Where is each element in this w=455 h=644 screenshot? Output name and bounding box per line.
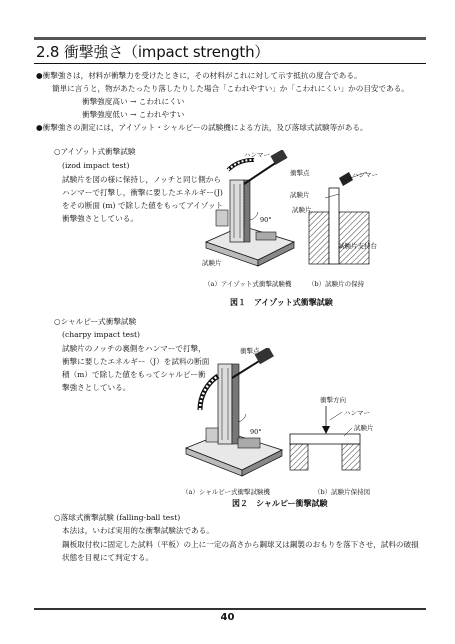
izod-body-1: 試験片を図の様に保持し，ノッチと同じ側から	[62, 175, 221, 184]
izod-label-specimen-bottom: 試験片	[202, 259, 222, 267]
izod-label-hammer: ハンマー	[244, 151, 270, 159]
intro-line-4: 衝撃強度低い → こわれやすい	[82, 110, 185, 119]
charpy-body-3: 積（m）で除した値をもってシャルピー衝	[62, 370, 206, 379]
charpy-subcaption-b: （b）試験片保持図	[314, 488, 371, 496]
izod-specimen-holding-illustration	[305, 168, 375, 266]
charpy-label-angle: 90°	[250, 428, 262, 436]
falling-body-2: 鋼板取付枚に固定した試料（平板）の上に一定の高さから鋼球又は鋼製のおもりを落下させ，試料の破損	[62, 540, 419, 549]
header-rule-top	[34, 37, 426, 40]
izod-machine-illustration	[198, 150, 302, 272]
falling-heading: ○落球式衝撃試験 (falling-ball test)	[54, 513, 181, 522]
izod-label-hammer-right: ハンマー	[352, 171, 378, 179]
charpy-english: (charpy impact test)	[62, 330, 141, 339]
izod-english: (izod impact test)	[62, 161, 130, 170]
izod-subcaption-a: （a）アイゾット式衝撃試験機	[204, 280, 292, 288]
izod-label-support: 試験片支持台	[338, 242, 377, 250]
section-title: 2.8 衝撃強さ（impact strength）	[36, 43, 270, 61]
charpy-machine-illustration	[178, 348, 288, 478]
izod-subcaption-b: （b）試験片の保持	[308, 280, 365, 288]
intro-line-1: ●衝撃強さは，材料が衝撃力を受けたときに，その材料がこれに対して示す抵抗の度合である。	[36, 71, 362, 80]
intro-line-5: ●衝撃強さの測定には，アイゾット・シャルピーの試験機による方法，及び落球式試験等がある。	[36, 123, 368, 132]
falling-body-1: 本法は，いわば実用的な衝撃試験法である。	[62, 526, 214, 535]
charpy-label-direction: 衝撃方向	[320, 396, 346, 404]
charpy-body-2: 衝撃に要したエネルギー（J）を試料の断面	[62, 357, 210, 366]
izod-body-3: をその断面 (m) で除した値をもってアイゾット	[62, 201, 224, 210]
izod-label-impact-point: 衝撃点	[290, 169, 310, 177]
figure-2-caption: 図２ シャルピー衝撃試験	[232, 499, 328, 508]
izod-body-4: 衝撃強さとしている。	[62, 214, 138, 223]
izod-label-angle: 90°	[260, 216, 272, 224]
intro-line-3: 衝撃強度高い → こわれにくい	[82, 97, 185, 106]
figure-1-caption: 図１ アイゾット式衝撃試験	[230, 298, 333, 307]
footer-rule	[34, 608, 426, 610]
charpy-label-specimen: 試験片	[354, 424, 374, 432]
header-rule-bottom	[34, 63, 426, 64]
falling-body-3: 状態を目視にて判定する。	[62, 553, 154, 562]
page-number: 40	[220, 612, 235, 623]
intro-line-2: 簡単に言うと，物があたったり落したりした場合「こわれやすい」か「こわれにくい」かの目安である。	[52, 84, 409, 93]
charpy-subcaption-a: （a）シャルピー式衝撃試験機	[182, 488, 270, 496]
charpy-label-impact-point: 衝撃点	[240, 347, 260, 355]
izod-heading: ○アイゾット式衝撃試験	[54, 147, 136, 156]
charpy-body-1: 試験片のノッチの裏側をハンマーで打撃，	[62, 344, 206, 353]
charpy-body-4: 撃強さとしている。	[62, 383, 131, 392]
charpy-label-hammer: ハンマー	[344, 409, 370, 417]
izod-label-specimen: 試験片	[290, 191, 310, 199]
izod-body-2: ハンマーで打撃し，衝撃に要したエネルギー(J)	[62, 188, 223, 197]
izod-label-specimen-right: 試験片	[292, 206, 312, 214]
charpy-heading: ○シャルピー式衝撃試験	[54, 317, 137, 326]
